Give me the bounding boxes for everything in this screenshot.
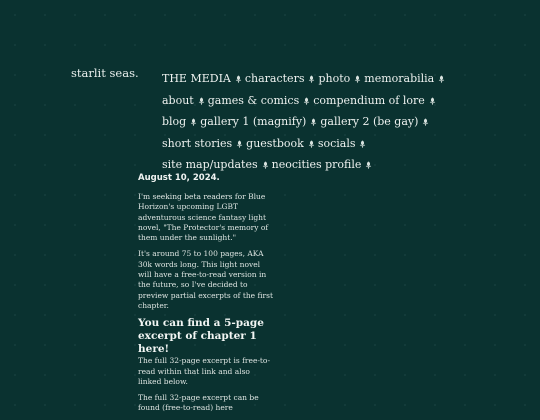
- leaf-icon: [359, 138, 366, 146]
- leaf-icon: [310, 116, 317, 124]
- nav-link-guestbook[interactable]: guestbook: [246, 136, 304, 150]
- nav-link-gallery-1[interactable]: gallery 1 (magnify): [200, 115, 307, 128]
- leaf-icon: [422, 116, 429, 124]
- nav-link-site-map-updates[interactable]: site map/updates: [162, 158, 258, 171]
- leaf-icon: [198, 95, 205, 103]
- post-date: August 10, 2024.: [138, 173, 220, 183]
- leaf-icon: [354, 73, 361, 81]
- leaf-icon: [190, 116, 197, 124]
- nav-row: [162, 94, 462, 116]
- nav-row: [162, 137, 462, 159]
- nav-link-blog[interactable]: blog: [162, 115, 187, 128]
- leaf-icon: [308, 73, 315, 81]
- post-paragraph: The full 32-page excerpt is free-to-read within that link and also linked below.: [138, 356, 270, 386]
- post-paragraph: The full 32-page excerpt can be found (free-to-read) here: [138, 393, 259, 413]
- nav-link-photo[interactable]: photo: [318, 72, 351, 85]
- leaf-icon: [236, 138, 243, 146]
- leaf-icon: [262, 159, 269, 167]
- nav-link-about[interactable]: about: [162, 93, 194, 107]
- blog-post: [138, 172, 274, 420]
- nav-link-memorabilia[interactable]: memorabilia: [364, 72, 435, 85]
- leaf-icon: [235, 73, 242, 81]
- nav-link-characters[interactable]: characters: [244, 72, 305, 85]
- leaf-icon: [303, 95, 310, 103]
- nav-link-gallery-2[interactable]: gallery 2 (be gay): [320, 115, 419, 128]
- nav-link-games-comics[interactable]: games & comics: [207, 93, 300, 107]
- site-title: starlit seas.: [71, 66, 139, 80]
- nav-row: [162, 115, 462, 137]
- nav-row: [162, 72, 462, 94]
- leaf-icon: [438, 73, 445, 81]
- nav-link-compendium-of-lore[interactable]: compendium of lore: [313, 93, 425, 107]
- main-nav: [162, 72, 462, 180]
- leaf-icon: [429, 95, 436, 103]
- post-paragraph: It's around 75 to 100 pages, AKA 30k words long. This light novel will have a free-to-read version in the future, so I've decided to preview partial excerpts of the first chapter.: [138, 249, 273, 310]
- post-paragraph: I'm seeking beta readers for Blue Horizon's upcoming LGBT adventurous science fantasy light novel, "The Protector's memory of them under the sunlight.": [138, 192, 269, 243]
- nav-link-socials[interactable]: socials: [317, 136, 356, 150]
- nav-link-the-media[interactable]: THE MEDIA: [162, 72, 231, 85]
- nav-link-short-stories[interactable]: short stories: [162, 136, 233, 150]
- leaf-icon: [308, 138, 315, 146]
- nav-link-neocities-profile[interactable]: neocities profile: [271, 158, 362, 171]
- excerpt-link-heading[interactable]: You can find a 5-page excerpt of chapter 1 here!: [138, 317, 264, 356]
- leaf-icon: [365, 159, 372, 167]
